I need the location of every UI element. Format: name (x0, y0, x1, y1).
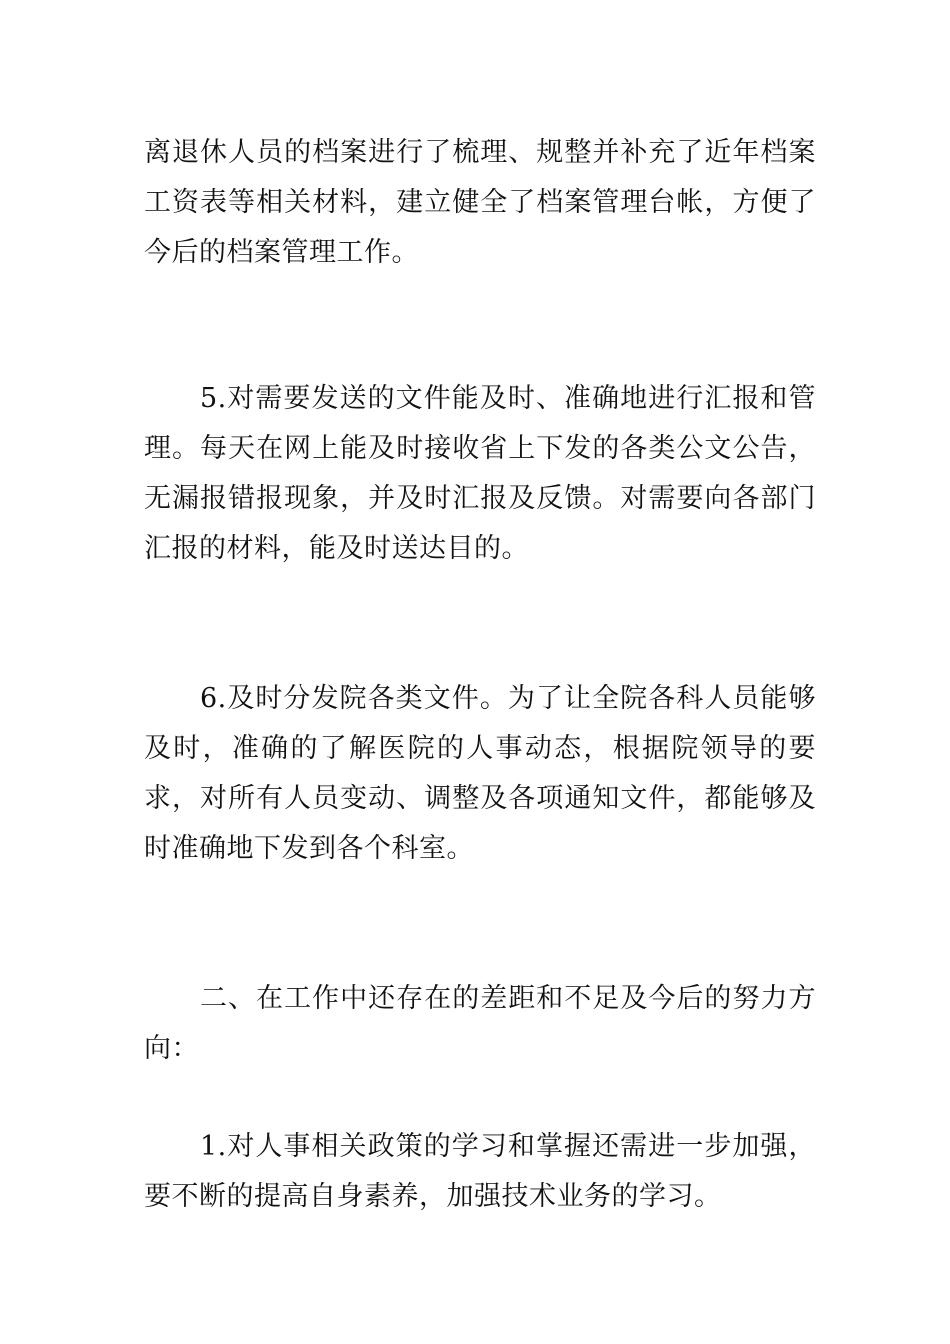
paragraph-item-6: 6.及时分发院各类文件。为了让全院各科人员能够及时，准确的了解医院的人事动态，根据院领导的要求，对所有人员变动、调整及各项通知文件，都能够及时准确地下发到各个科室。 (144, 683, 816, 864)
paragraph-archive-management: 离退休人员的档案进行了梳理、规整并补充了近年档案工资表等相关材料，建立健全了档案管理台帐，方便了今后的档案管理工作。 (144, 137, 816, 268)
section-heading-shortcomings: 二、在工作中还存在的差距和不足及今后的努力方向： (144, 983, 816, 1064)
paragraph-item-5: 5.对需要发送的文件能及时、准确地进行汇报和管理。每天在网上能及时接收省上下发的各类公文公告，无漏报错报现象，并及时汇报及反馈。对需要向各部门汇报的材料，能及时送达目的。 (144, 383, 816, 564)
paragraph-improvement-1: 1.对人事相关政策的学习和掌握还需进一步加强，要不断的提高自身素养，加强技术业务的学习。 (144, 1131, 816, 1212)
